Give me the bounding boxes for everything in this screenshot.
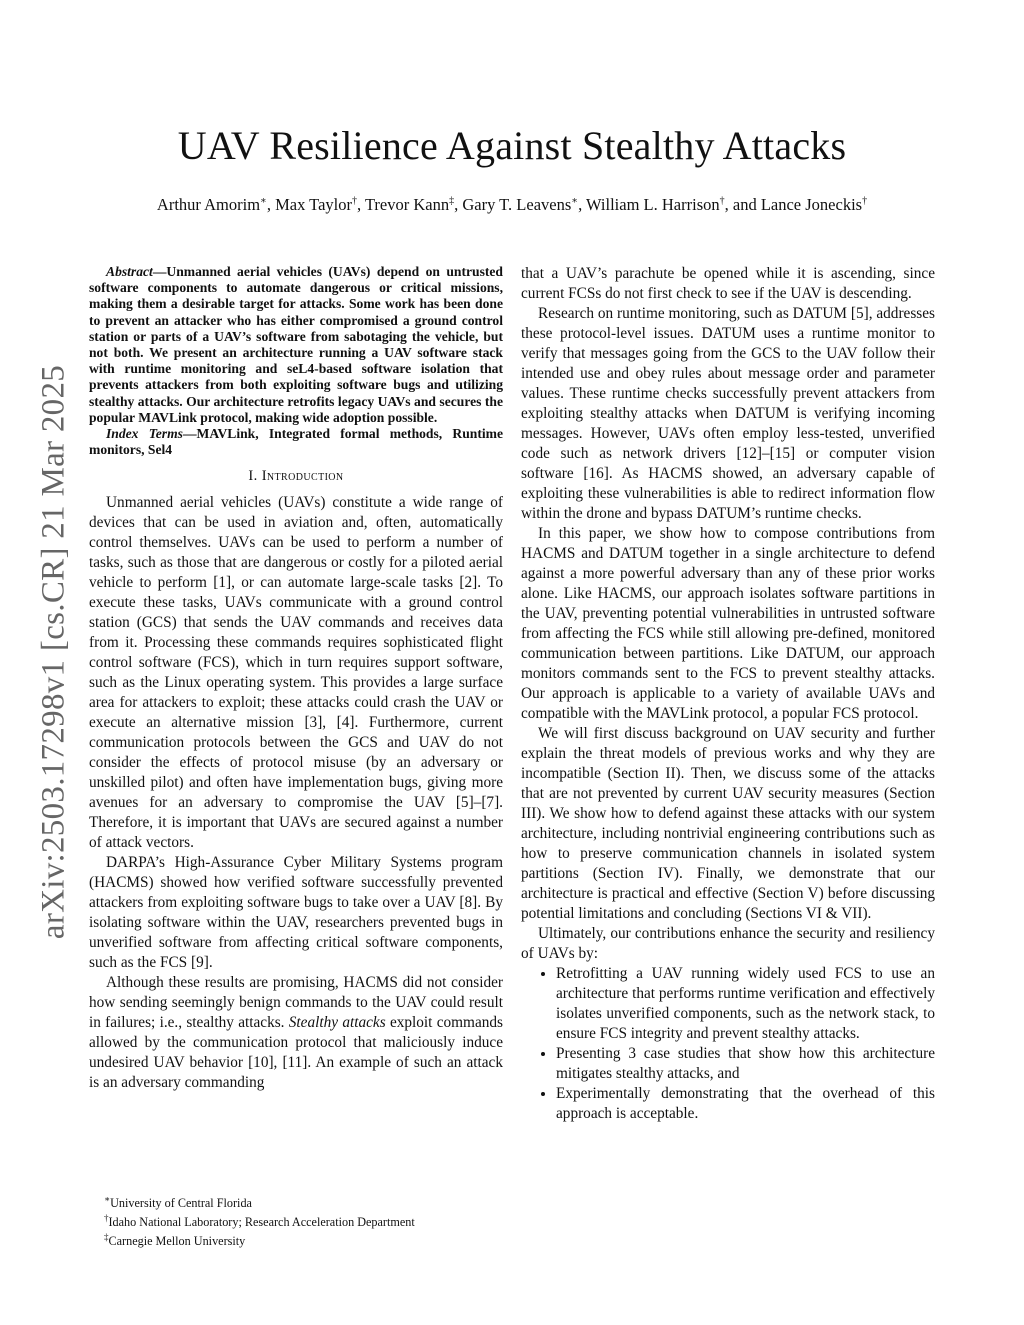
author-list — [0, 195, 1024, 215]
paragraph-text: Although these results are promising, HACMS did not consider how sending seemingly benign commands to the UAV could result in failures; i.e., stealthy attacks. — [89, 974, 503, 1032]
index-terms — [89, 426, 503, 458]
emphasis-text: Stealthy attacks — [288, 1014, 386, 1032]
section-heading — [89, 468, 503, 485]
author-separator: , — [454, 195, 463, 214]
arxiv-identifier: arXiv:2503.17298v1 [cs.CR] 21 Mar 2025 — [35, 364, 72, 940]
list-item: • Presenting 3 case studies that show how this architecture mitigates stealthy attacks, and — [556, 1044, 935, 1084]
author-separator: , — [266, 195, 276, 214]
body-paragraph: Research on runtime monitoring, such as DATUM [5], addresses these protocol-level issues. DATUM uses a runtime monitor to verify that messages going from the GCS to the UAV follow their intended use and obey rules about message order and parameter values. These runtime checks successfully prevent attackers from exploiting stealthy attacks when DATUM is verifying incoming messages. However, UAVs often employ less-tested, unverified code such as network drivers [12]–[15] or computer vision software [16]. As HACMS showed, an adversary capable of exploiting these vulnerabilities is able to redirect information flow within the drone and bypass DATUM’s runtime checks. — [521, 305, 935, 522]
affiliation-mark: † — [719, 195, 725, 207]
footnote-mark: ∗ — [104, 1194, 111, 1204]
section-title: Introduction — [261, 468, 344, 485]
footnotes — [104, 1192, 415, 1249]
body-paragraph: Unmanned aerial vehicles (UAVs) constitute a wide range of devices that can be used in aviation and, often, automatically control themselves. UAVs can be used to perform a number of tasks, such as those that are dangerous or costly for a piloted aerial vehicle to perform [1], or can automate large-scale tasks [2]. To execute these tasks, UAVs communicate with a ground control station (GCS) that sends the UAV commands and receives data from it. Processing these commands requires sophisticated flight control software (FCS), which in turn requires support software, such as the Linux operating system. This provides a large surface area for attackers to exploit; these attacks could crash the UAV or execute an alternative mission [3], [4]. Furthermore, current communication protocols between the GCS and UAV do not consider the effects of protocol misuse (by an adversary or unskilled pilot) and often have implementation bugs, giving more avenues for an adversary to compromise the UAV [5]–[7]. Therefore, it is important that UAVs are secured against a number of attack vectors. — [89, 494, 503, 852]
affiliation-mark: † — [351, 195, 357, 207]
body-paragraph: DARPA’s High-Assurance Cyber Military Systems program (HACMS) showed how verified software successfully prevented attackers from exploiting software bugs to take over a UAV [8]. By isolating software within the UAV, researchers prevented bugs in unverified software from affecting critical software components, such as the FCS [9]. — [89, 854, 503, 972]
body-paragraph: In this paper, we show how to compose contributions from HACMS and DATUM together in a single architecture to defend against a more powerful adversary than any of these prior works alone. Like HACMS, our approach isolates software partitions in the UAV, preventing potential vulnerabilities in untrusted software from affecting the FCS while still allowing pre-defined, monitored communication between partitions. Like DATUM, our approach monitors commands sent to the FCS to prevent stealthy attacks. Our approach is applicable to a variety of available UAVs and compatible with the MAVLink protocol, a popular FCS protocol. — [521, 525, 935, 722]
footnote — [104, 1211, 415, 1230]
body-paragraph: We will first discuss background on UAV security and further explain the threat models of previous works and why they are incompatible (Section II). Then, we discuss some of the attacks that are not prevented by current UAV security measures (Section III). We show how to defend against these attacks with our system architecture, including nontrivial engineering contributions such as how to preserve communication channels in isolated system partitions (Section IV). Finally, we demonstrate that our architecture is practical and effective (Section V) before discussing potential limitations and concluding (Sections VI & VII). — [521, 725, 935, 922]
author-separator: , and — [724, 195, 761, 214]
author-name: Lance Joneckis — [760, 195, 863, 214]
body-paragraph — [89, 973, 503, 1093]
abstract-paragraph — [89, 264, 503, 426]
author-separator: , — [356, 195, 365, 214]
index-terms-label: Index Terms — [106, 426, 183, 442]
footnote-text: Carnegie Mellon University — [108, 1234, 246, 1249]
footnote-text: University of Central Florida — [110, 1196, 252, 1211]
paragraph-text: exploit commands allowed by the communication protocol that maliciously induce undesired UAV behavior [10], [11]. An example of such an attack is an adversary commanding — [89, 1014, 503, 1092]
author-name: Max Taylor — [275, 195, 352, 214]
list-item: • Experimentally demonstrating that the overhead of this approach is acceptable. — [556, 1084, 935, 1124]
footnote — [104, 1192, 415, 1211]
footnote-text: Idaho National Laboratory; Research Acceleration Department — [108, 1215, 415, 1230]
footnote — [104, 1230, 415, 1249]
body-paragraph: Ultimately, our contributions enhance the security and resiliency of UAVs by: — [521, 925, 935, 962]
footnote-mark: † — [104, 1213, 109, 1224]
affiliation-mark: † — [862, 195, 868, 207]
list-item: • Retrofitting a UAV running widely used FCS to use an architecture that performs runtime verification and effectively isolates unverified components, such as the network stack, to ensure FCS integrity and prevent stealthy attacks. — [556, 964, 935, 1044]
abstract-text: —Unmanned aerial vehicles (UAVs) depend on untrusted software components to automate dangerous or critical missions, making them a desirable target for attacks. Some work has been done to prevent an attacker who has either compromised a ground control station or parts of a UAV’s software from sabotaging the vehicle, but not both. We present an architecture running a UAV software stack with runtime monitoring and seL4-based software isolation that prevents attackers from both exploiting software bugs and utilizing stealthy attacks. Our architecture retrofits legacy UAVs and secures the popular MAVLink protocol, making wide adoption possible. — [89, 264, 503, 425]
abstract-label: Abstract — [106, 264, 153, 279]
right-column — [521, 264, 935, 1124]
affiliation-mark: ‡ — [449, 195, 455, 207]
affiliation-mark: ∗ — [260, 195, 267, 207]
author-name: Gary T. Leavens — [462, 195, 572, 214]
author-separator: , — [578, 195, 587, 214]
index-terms-text: —MAVLink, Integrated formal methods, Runtime monitors, Sel4 — [89, 426, 504, 458]
abstract — [89, 264, 503, 458]
contribution-list — [521, 964, 935, 1124]
affiliation-mark: ∗ — [571, 195, 579, 207]
left-column — [89, 264, 503, 1093]
paper-title: UAV Resilience Against Stealthy Attacks — [177, 123, 847, 168]
section-number: I. — [248, 468, 262, 485]
author-name: William L. Harrison — [586, 195, 720, 214]
author-name: Trevor Kann — [364, 195, 450, 214]
body-paragraph: that a UAV’s parachute be opened while it is ascending, since current FCSs do not first check to see if the UAV is descending. — [521, 265, 935, 302]
author-name: Arthur Amorim — [156, 195, 261, 214]
footnote-mark: ‡ — [104, 1232, 109, 1243]
